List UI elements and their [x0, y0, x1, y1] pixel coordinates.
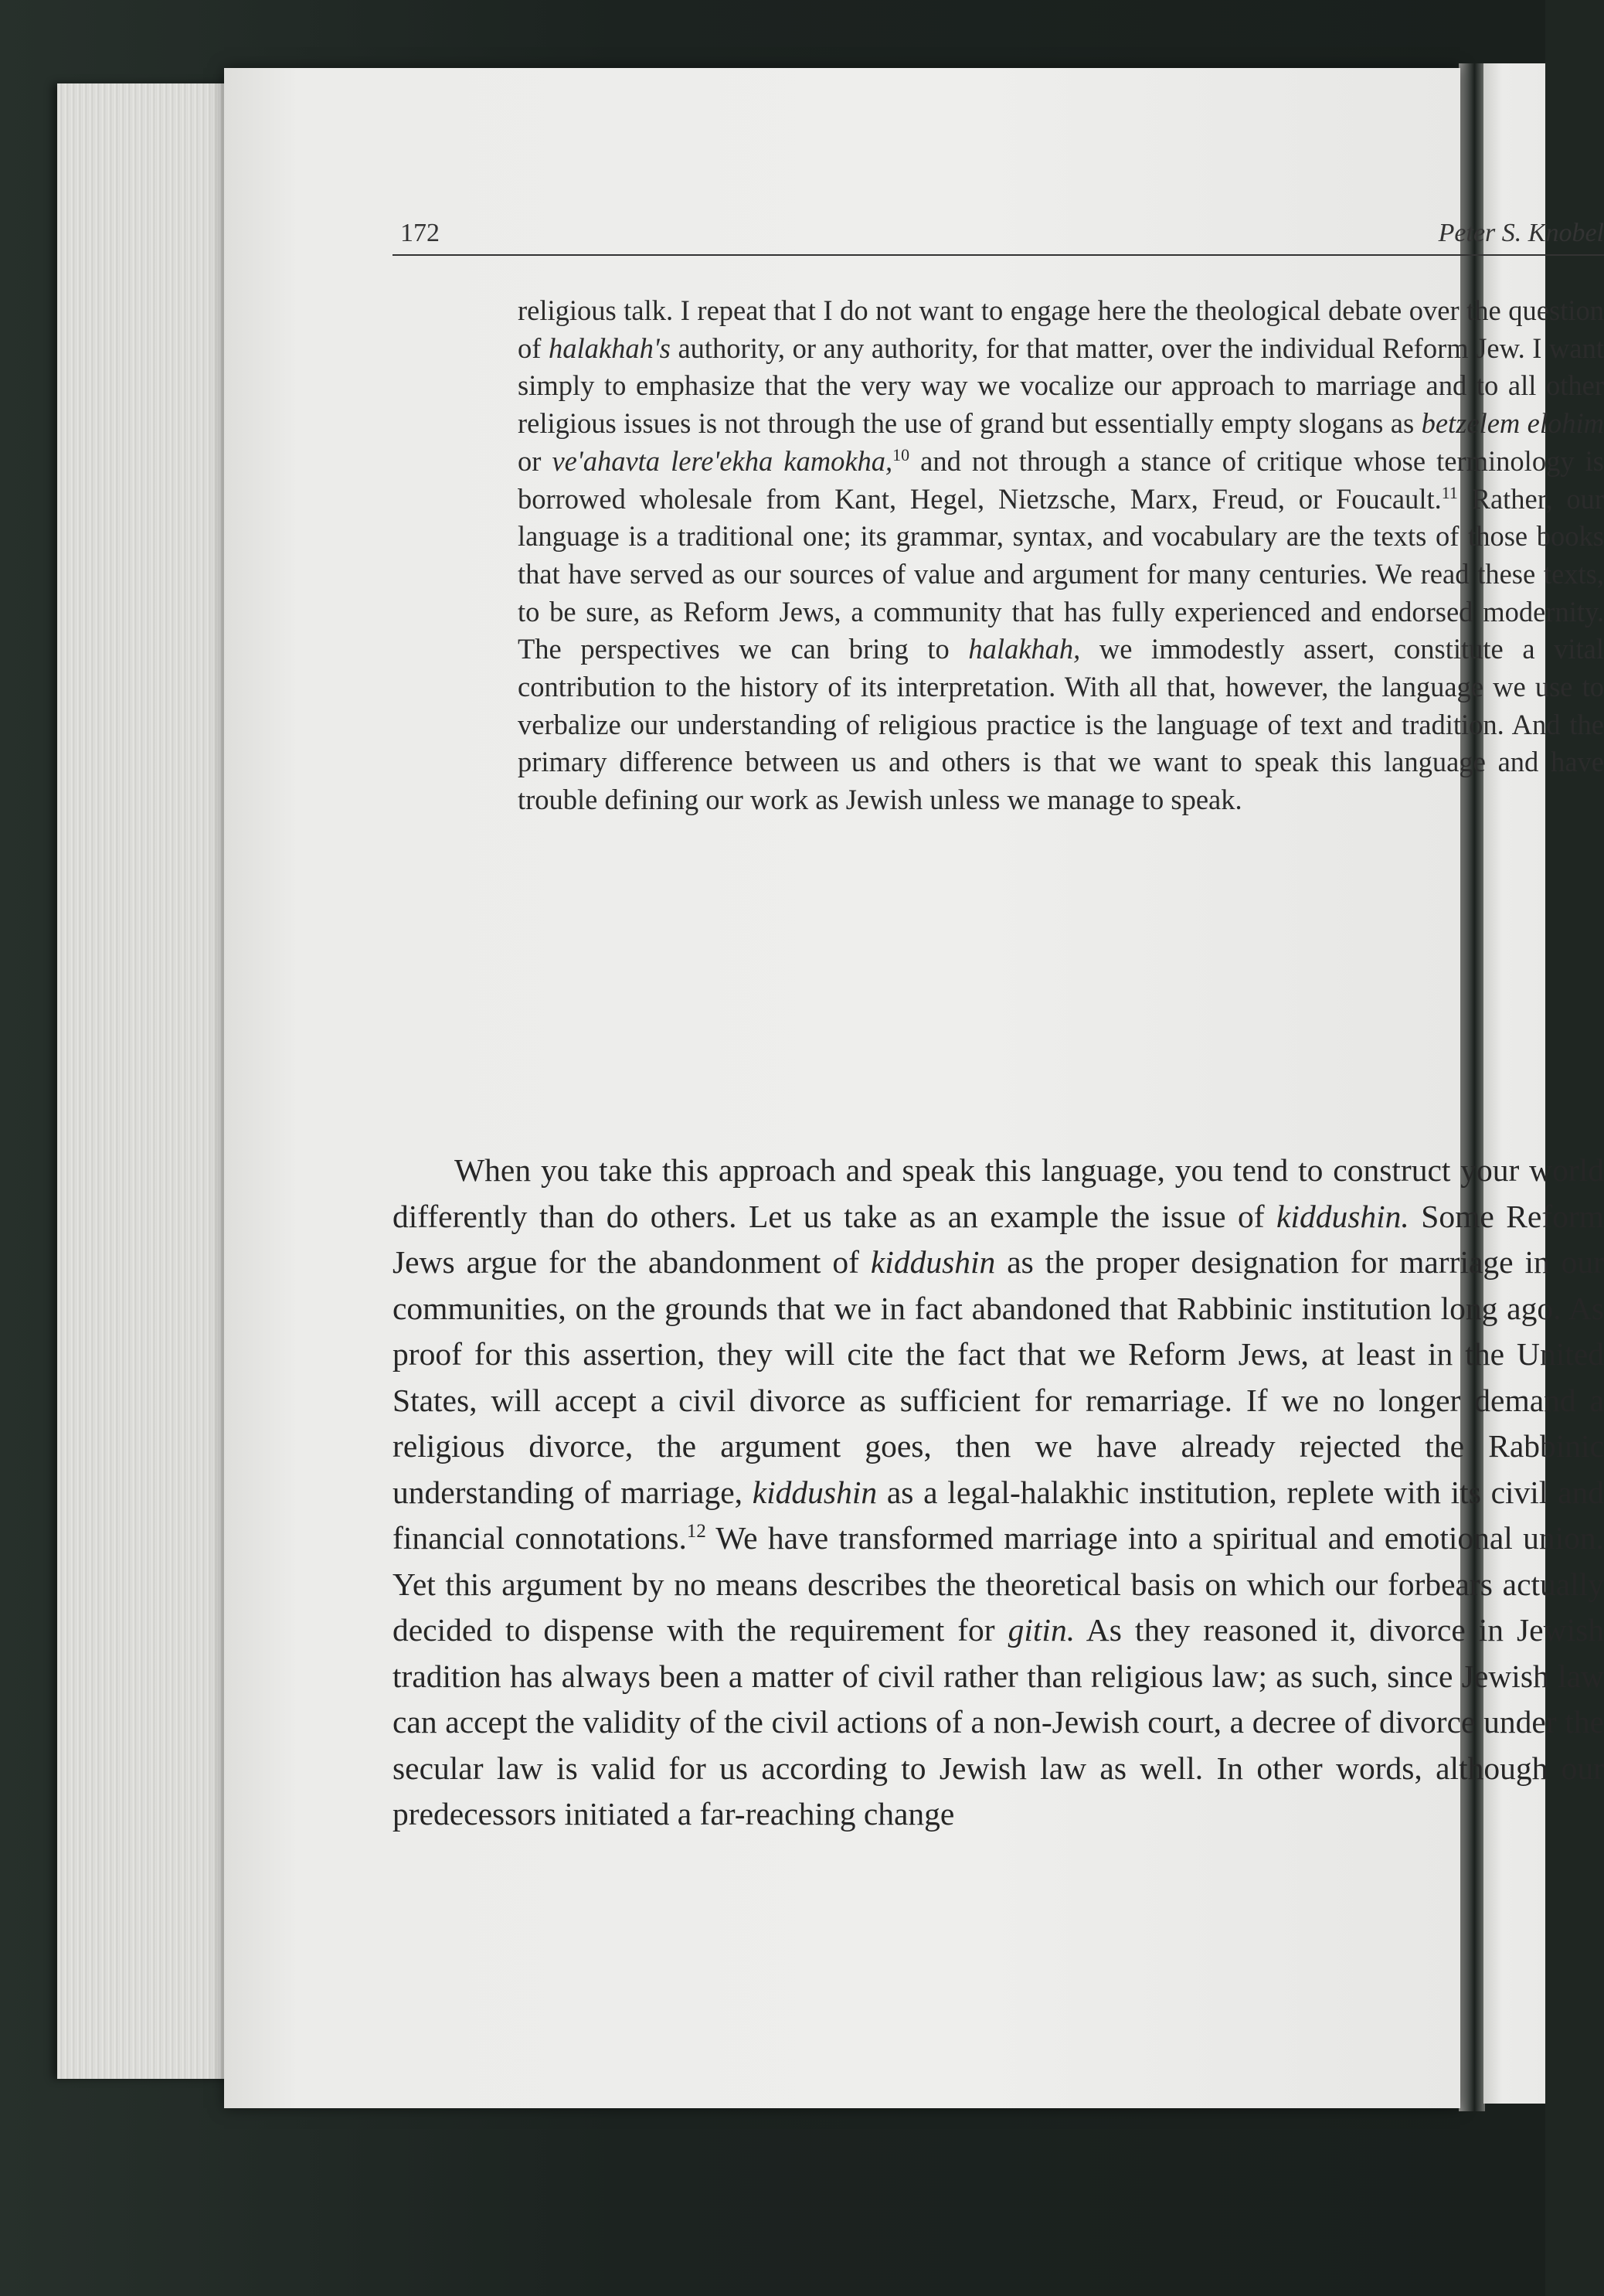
- body-paragraph: [393, 1148, 1604, 1838]
- running-head: [393, 211, 1604, 256]
- footnote-ref: 11: [1441, 482, 1458, 502]
- text-run: religious talk. I repeat that I do not want to engage here the theological debate over the question of: [518, 294, 1604, 364]
- text-run: we immodestly assert, constitute a vital contribution to the history of its interpretation. With all that, however, the language we use to verbalize our understanding of religious practice is the language of text and tradition. And the primary difference between us and others is that we want to speak this language and have trouble defining our work as Jewish unless we manage to speak.: [518, 633, 1604, 816]
- text-run: as a legal-halakhic institution, replete with its civil and financial connotations.: [393, 1474, 1604, 1556]
- text-run: As they reasoned it, divorce in Jewish tradition has always been a matter of civil rather than religious law; as such, since Jewish law can accept the validity of the civil actions of a non-Jewish court, a decree of divorce under the secular law is valid for us according to Jewish law as well. In other words, although our predecessors initiated a far-reaching change: [393, 1612, 1604, 1832]
- block-quote: [518, 292, 1604, 819]
- running-head-author: Peter S. Knobel: [1438, 219, 1604, 247]
- text-run: We have transformed marriage into a spiritual and emotional union. Yet this argument by no means describes the theoretical basis on which our forbears actually decided to dispense with the requirement for: [393, 1520, 1604, 1648]
- text-run: When you take this approach and speak this language, you tend to construct your world differently than do others. Let us take as an example the issue of: [393, 1152, 1604, 1234]
- footnote-ref: 12: [686, 1521, 706, 1543]
- text-run: or: [518, 444, 552, 477]
- italic-term: halakhah,: [968, 633, 1081, 665]
- italic-term: betzelem elohim: [1421, 407, 1604, 440]
- italic-term: halakhah's: [549, 332, 671, 364]
- text-run: as the proper designation for marriage in our communities, on the grounds that we in fact abandoned that Rabbinic institution long ago. As proof for this assertion, they will cite the fact that we Reform Jews, at least in the United States, will accept a civil divorce as sufficient for remarriage. If we no longer demand a religious divorce, the argument goes, then we have already rejected the Rabbinic understanding of marriage,: [393, 1244, 1604, 1510]
- text-run: authority, or any authority, for that matter, over the individual Reform Jew. I want simply to emphasize that the very way we vocalize our approach to marriage and to all other religious issues is not through the use of grand but essentially empty slogans as: [518, 332, 1604, 440]
- italic-term: kiddushin.: [1276, 1198, 1409, 1234]
- book-page: [224, 68, 1604, 2108]
- footnote-ref: 10: [892, 444, 910, 464]
- page-number: 172: [400, 219, 440, 247]
- italic-term: kiddushin: [870, 1244, 996, 1280]
- italic-term: ve'ahavta lere'ekha kamokha,: [552, 444, 893, 477]
- text-run: Some Reform Jews argue for the abandonment of: [393, 1198, 1604, 1280]
- italic-term: gitin.: [1008, 1612, 1076, 1648]
- text-run: and not through a stance of critique whose terminology is borrowed wholesale from Kant, Hegel, Nietzsche, Marx, Freud, or Foucault.: [518, 444, 1604, 515]
- text-run: Rather, our language is a traditional one; its grammar, syntax, and vocabulary are the texts of those books that have served as our sources of value and argument for many centuries. We read these texts, to be sure, as Reform Jews, a community that has fully experienced and endorsed modernity. The perspectives we can bring to: [518, 482, 1604, 665]
- italic-term: kiddushin: [752, 1474, 878, 1510]
